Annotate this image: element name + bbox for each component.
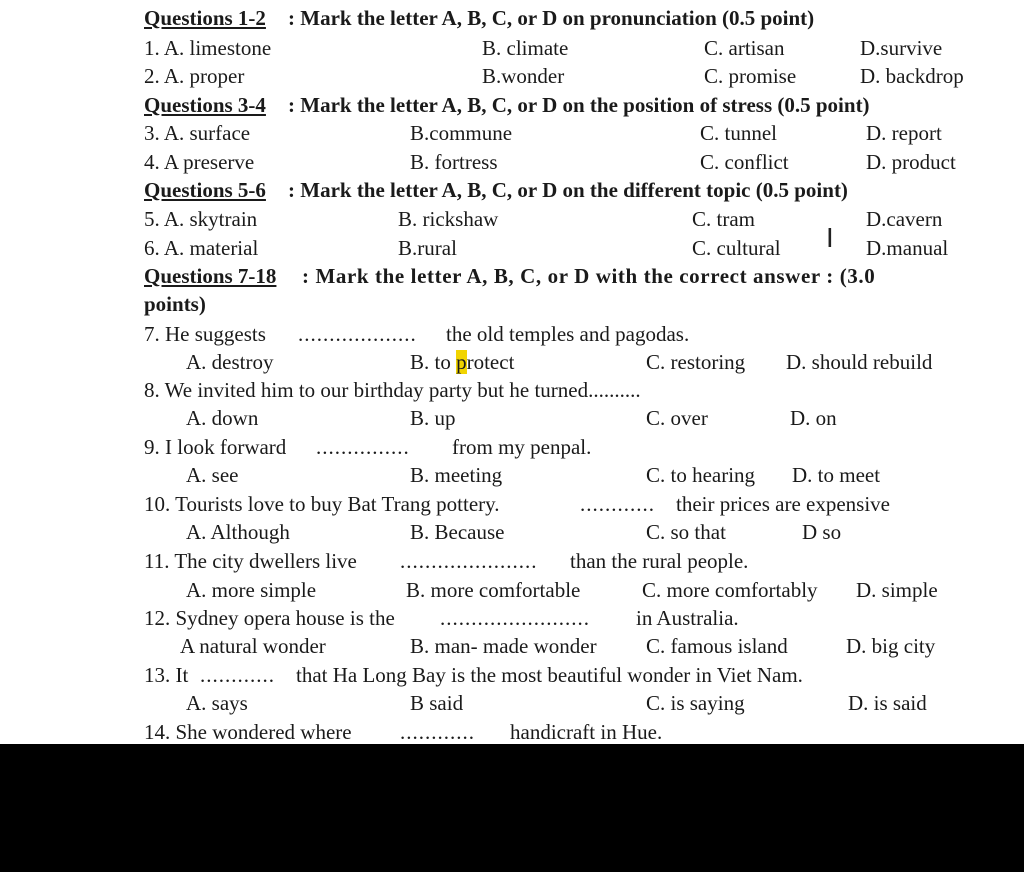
question-10-stem (0, 490, 1024, 518)
option-c: C. famous island (646, 634, 788, 658)
section-heading-1-2 (0, 4, 1024, 32)
option-d: D. simple (856, 578, 938, 602)
option-b: B. to protect (410, 350, 515, 374)
stem-start: 7. He suggests (144, 322, 266, 346)
option-c: C. is saying (646, 691, 745, 715)
question-9-options (0, 461, 1024, 489)
section-tag: Questions 5-6 (144, 178, 266, 202)
answer-blank: ........................ (440, 606, 590, 630)
option-c: C. tram (692, 207, 755, 231)
highlight-mark: p (456, 350, 467, 374)
option-a: 6. A. material (144, 236, 259, 260)
section-instruction-cont: points) (144, 292, 206, 316)
option-d: D. is said (848, 691, 927, 715)
option-b: B. climate (482, 36, 569, 60)
section-instruction: : Mark the letter A, B, C, or D on pronunciation (0.5 point) (288, 6, 815, 30)
question-8-stem (0, 376, 1024, 404)
question-10-options (0, 518, 1024, 546)
question-2 (0, 62, 1024, 90)
option-c: C. promise (704, 64, 797, 88)
option-a: A. more simple (186, 578, 317, 602)
question-11-options (0, 576, 1024, 604)
stem-end: from my penpal. (452, 435, 592, 459)
option-d: D. to meet (792, 463, 881, 487)
option-d: D. report (866, 121, 942, 145)
option-b: B. fortress (410, 150, 498, 174)
option-a: A. see (186, 463, 239, 487)
stem-end: the old temples and pagodas. (446, 322, 690, 346)
option-a: 2. A. proper (144, 64, 245, 88)
answer-blank: ............... (316, 435, 410, 459)
option-c: C. so that (646, 520, 726, 544)
option-d: D.survive (860, 36, 943, 60)
question-13-stem (0, 661, 1024, 689)
section-tag: Questions 1-2 (144, 6, 266, 30)
option-b: B. up (410, 406, 456, 430)
option-c: C. conflict (700, 150, 789, 174)
option-d: D so (802, 520, 842, 544)
option-d: D. product (866, 150, 956, 174)
stem-start: 14. She wondered where (144, 720, 352, 744)
option-a: A natural wonder (180, 634, 326, 658)
stem-start: 9. I look forward (144, 435, 287, 459)
option-b: B. man- made wonder (410, 634, 597, 658)
option-c: C. artisan (704, 36, 785, 60)
stem-start: 13. It (144, 663, 189, 687)
option-b: B. more comfortable (406, 578, 581, 602)
section-instruction: : Mark the letter A, B, C, or D with the correct answer : (3.0 (302, 264, 876, 288)
option-a: 4. A preserve (144, 150, 255, 174)
question-8-options (0, 404, 1024, 432)
option-c: C. over (646, 406, 708, 430)
option-d: D.manual (866, 236, 949, 260)
option-a: A. destroy (186, 350, 274, 374)
option-d: D. on (790, 406, 837, 430)
option-c: C. tunnel (700, 121, 777, 145)
option-a: 3. A. surface (144, 121, 251, 145)
option-a: A. down (186, 406, 259, 430)
section-instruction: : Mark the letter A, B, C, or D on the different topic (0.5 point) (288, 178, 848, 202)
option-a: A. Although (186, 520, 290, 544)
option-c: C. to hearing (646, 463, 756, 487)
text-cursor-icon: I (826, 224, 834, 254)
stem-end: that Ha Long Bay is the most beautiful wonder in Viet Nam. (296, 663, 803, 687)
option-a: A. says (186, 691, 248, 715)
option-d: D. should rebuild (786, 350, 933, 374)
answer-blank: ............ (200, 663, 275, 687)
stem-end: than the rural people. (570, 549, 749, 573)
answer-blank: ...................... (400, 549, 538, 573)
stem-start: 12. Sydney opera house is the (144, 606, 395, 630)
stem-end: handicraft in Hue. (510, 720, 663, 744)
question-7-options (0, 348, 1024, 376)
question-4 (0, 148, 1024, 176)
option-b: B.wonder (482, 64, 565, 88)
question-3 (0, 119, 1024, 147)
question-6 (0, 234, 1024, 262)
option-d: D.cavern (866, 207, 943, 231)
stem: 8. We invited him to our birthday party but he turned.......... (144, 378, 641, 402)
stem-end: in Australia. (636, 606, 739, 630)
stem-start: 11. The city dwellers live (144, 549, 357, 573)
answer-blank: ............ (580, 492, 655, 516)
question-5 (0, 205, 1024, 233)
option-b: B.rural (398, 236, 457, 260)
question-13-options (0, 689, 1024, 717)
section-heading-3-4 (0, 91, 1024, 119)
question-14-stem (0, 718, 1024, 744)
option-c: C. more comfortably (642, 578, 818, 602)
stem-end: their prices are expensive (676, 492, 890, 516)
option-b: B. Because (410, 520, 505, 544)
option-b: B. rickshaw (398, 207, 499, 231)
letterbox-bar (0, 744, 1024, 872)
option-a: 1. A. limestone (144, 36, 272, 60)
option-b: B.commune (410, 121, 513, 145)
answer-blank: ................... (298, 322, 417, 346)
option-d: D. backdrop (860, 64, 964, 88)
question-11-stem (0, 547, 1024, 575)
section-instruction: : Mark the letter A, B, C, or D on the position of stress (0.5 point) (288, 93, 870, 117)
section-heading-7-18-cont (0, 290, 1024, 318)
option-c: C. cultural (692, 236, 781, 260)
section-tag: Questions 7-18 (144, 264, 277, 288)
option-b: B. meeting (410, 463, 503, 487)
section-heading-7-18 (0, 262, 1024, 290)
question-12-options (0, 632, 1024, 660)
section-tag: Questions 3-4 (144, 93, 266, 117)
question-9-stem (0, 433, 1024, 461)
option-d: D. big city (846, 634, 936, 658)
section-heading-5-6 (0, 176, 1024, 204)
stem-start: 10. Tourists love to buy Bat Trang pottery. (144, 492, 500, 516)
question-7-stem (0, 320, 1024, 348)
question-12-stem (0, 604, 1024, 632)
option-a: 5. A. skytrain (144, 207, 258, 231)
option-c: C. restoring (646, 350, 746, 374)
question-1 (0, 34, 1024, 62)
option-b: B said (410, 691, 464, 715)
answer-blank: ............ (400, 720, 475, 744)
